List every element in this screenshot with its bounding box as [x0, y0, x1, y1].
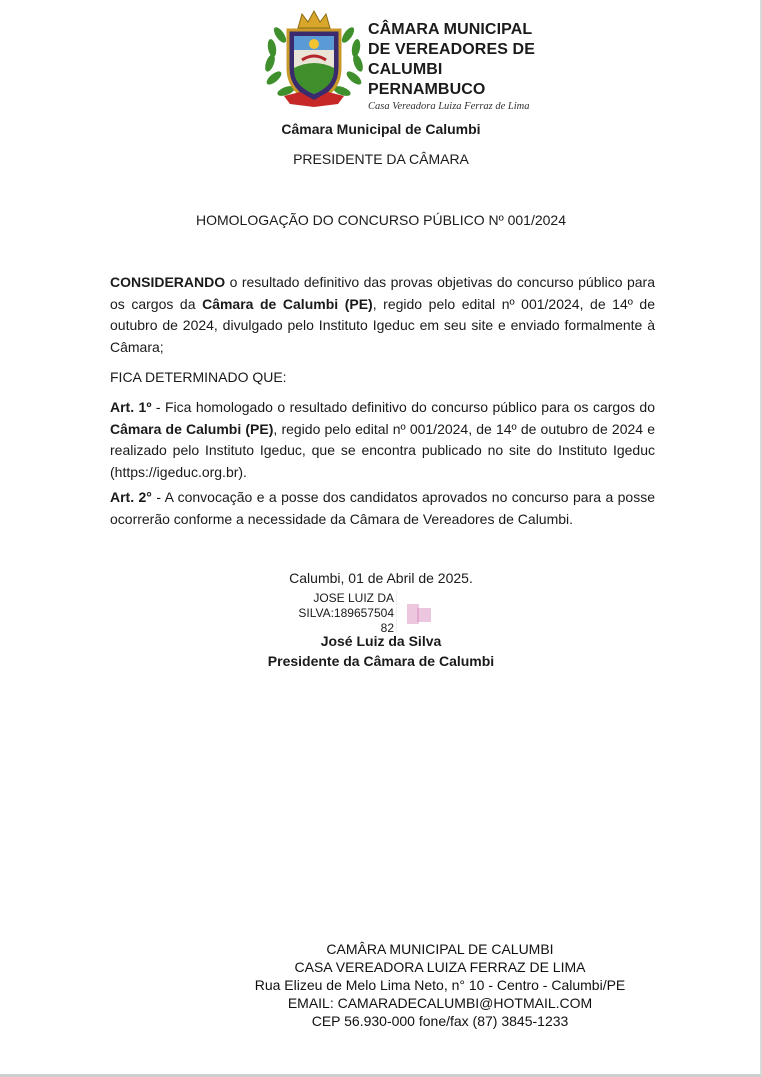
footer-line4: EMAIL: CAMARADECALUMBI@HOTMAIL.COM: [287, 995, 593, 1011]
footer-line3: Rua Elizeu de Melo Lima Neto, n° 10 - Centro - Calumbi/PE: [254, 977, 626, 993]
article-1-label: Art. 1º: [110, 399, 152, 415]
signer-role: Presidente da Câmara de Calumbi: [267, 653, 495, 669]
footer-line1: CAMÂRA MUNICIPAL DE CALUMBI: [326, 941, 554, 957]
digital-signature-line3: 82: [380, 621, 394, 635]
org-name-line3: CALUMBI PERNAMBUCO: [368, 61, 486, 98]
paragraph-determinado: FICA DETERMINADO QUE:: [110, 369, 287, 385]
signer-name: José Luiz da Silva: [320, 633, 442, 649]
subject-title: HOMOLOGAÇÃO DO CONCURSO PÚBLICO Nº 001/2024: [196, 212, 566, 228]
article-2-text: - A convocação e a posse dos candidatos aprovados no concurso para a posse ocorrerão conforme a necessidade da Câmara de Vereadores de Calumbi.: [110, 489, 655, 527]
article-2: [110, 487, 655, 530]
digital-signature-line1: JOSE LUIZ DA: [313, 591, 394, 605]
digital-signature-line2: SILVA:189657504: [298, 606, 394, 620]
p1-entity: Câmara de Calumbi (PE): [202, 295, 373, 312]
org-subtitle: Casa Vereadora Luiza Ferraz de Lima: [368, 101, 530, 112]
paragraph-considerando: [110, 272, 655, 358]
signature-date: Calumbi, 01 de Abril de 2025.: [289, 570, 473, 586]
digital-signature-name: [276, 591, 394, 636]
p1-text-a: o resultado definitivo das provas objetivas do concurso público para os cargos da: [110, 274, 655, 312]
org-name-line1: CÂMARA MUNICIPAL: [368, 21, 533, 38]
article-1: [110, 397, 655, 483]
footer-line2: CASA VEREADORA LUIZA FERRAZ DE LIMA: [294, 959, 586, 975]
footer-line5: CEP 56.930-000 fone/fax (87) 3845-1233: [311, 1013, 569, 1029]
municipal-seal-icon: [262, 8, 366, 108]
office-title: PRESIDENTE DA CÂMARA: [293, 151, 469, 167]
article-1-text-b: , regido pelo edital nº 001/2024, de 14º de outubro de 2024 e realizado pelo Instituto Igeduc, que se encontra publicado no site do Instituto Igeduc (https://igeduc.org.br).: [110, 420, 655, 480]
org-name-line2: DE VEREADORES DE: [368, 41, 535, 58]
article-1-entity: Câmara de Calumbi (PE): [110, 420, 274, 437]
letterhead: [262, 8, 562, 112]
footer-address: [230, 940, 650, 1030]
digital-signature-details: [396, 590, 496, 632]
p1-text-b: , regido pelo edital nº 001/2024, de 14º de outubro de 2024, divulgado pelo Instituto Igeduc em seu site e enviado formalmente à Câmara;: [110, 295, 655, 355]
institution-title: Câmara Municipal de Calumbi: [281, 121, 481, 137]
letterhead-text: [368, 20, 562, 112]
article-1-text-a: - Fica homologado o resultado definitivo do concurso público para os cargos do: [151, 399, 656, 415]
article-2-label: Art. 2°: [110, 489, 152, 505]
considerando-label: CONSIDERANDO: [110, 274, 226, 290]
